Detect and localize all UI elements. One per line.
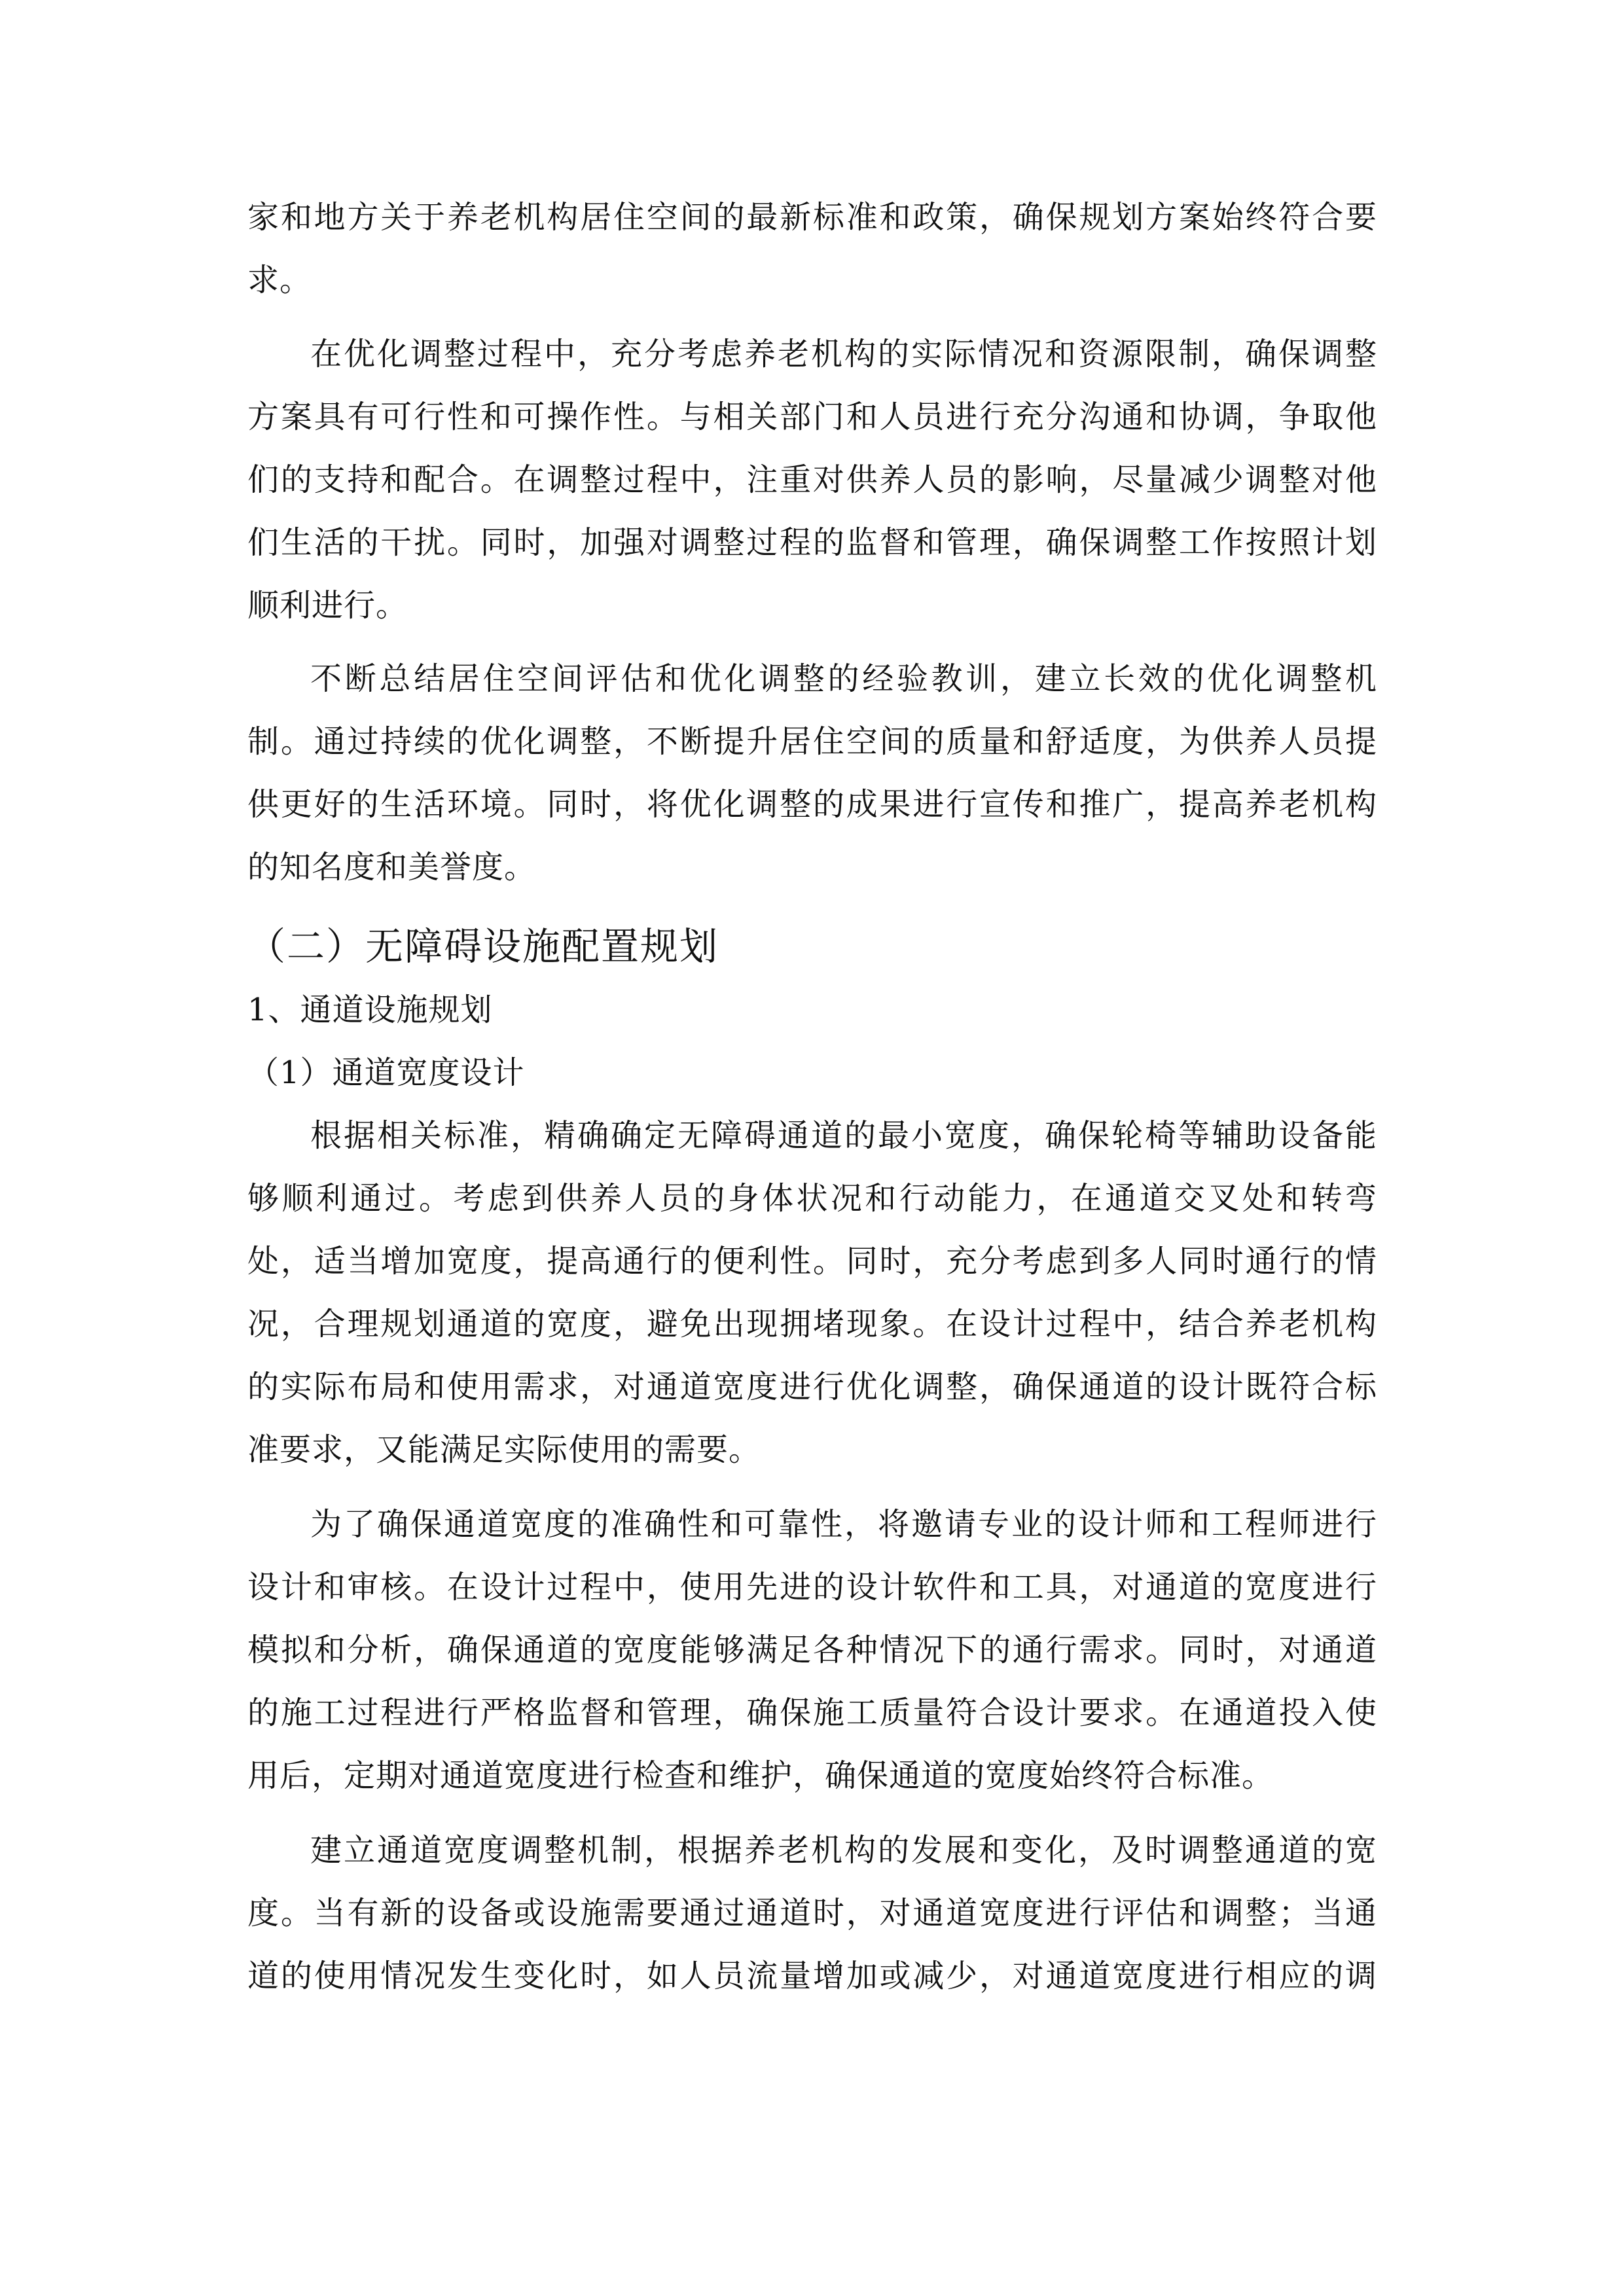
- paragraph-line: 方案具有可行性和可操作性。与相关部门和人员进行充分沟通和协调，争取他: [247, 399, 1377, 435]
- paragraph-line: 建立通道宽度调整机制，根据养老机构的发展和变化，及时调整通道的宽: [310, 1832, 1377, 1869]
- paragraph-line: 况，合理规划通道的宽度，避免出现拥堵现象。在设计过程中，结合养老机构: [247, 1306, 1377, 1342]
- paragraph-line: 道的使用情况发生变化时，如人员流量增加或减少，对通道宽度进行相应的调: [247, 1958, 1377, 1994]
- paragraph-line: 处，适当增加宽度，提高通行的便利性。同时，充分考虑到多人同时通行的情: [247, 1243, 1377, 1280]
- paragraph-line: 够顺利通过。考虑到供养人员的身体状况和行动能力，在通道交叉处和转弯: [247, 1180, 1377, 1217]
- section-heading: （二）无障碍设施配置规划: [247, 924, 719, 969]
- paragraph-line: 顺利进行。: [247, 587, 408, 624]
- paragraph-line: 制。通过持续的优化调整，不断提升居住空间的质量和舒适度，为供养人员提: [247, 723, 1377, 760]
- subsection-heading: 1、通道设施规划: [247, 992, 493, 1028]
- paragraph-line: 的施工过程进行严格监督和管理，确保施工质量符合设计要求。在通道投入使: [247, 1695, 1377, 1731]
- paragraph-line: 准要求，又能满足实际使用的需要。: [247, 1431, 761, 1468]
- paragraph-line: 家和地方关于养老机构居住空间的最新标准和政策，确保规划方案始终符合要: [247, 199, 1377, 236]
- paragraph-line: 用后，定期对通道宽度进行检查和维护，确保通道的宽度始终符合标准。: [247, 1757, 1274, 1794]
- paragraph-line: 根据相关标准，精确确定无障碍通道的最小宽度，确保轮椅等辅助设备能: [310, 1117, 1377, 1154]
- paragraph-line: 度。当有新的设备或设施需要通过通道时，对通道宽度进行评估和调整；当通: [247, 1895, 1377, 1931]
- paragraph-line: 求。: [247, 262, 312, 298]
- paragraph-line: 在优化调整过程中，充分考虑养老机构的实际情况和资源限制，确保调整: [310, 336, 1377, 372]
- paragraph-line: 不断总结居住空间评估和优化调整的经验教训，建立长效的优化调整机: [310, 660, 1377, 697]
- paragraph-line: 们生活的干扰。同时，加强对调整过程的监督和管理，确保调整工作按照计划: [247, 524, 1377, 561]
- paragraph-line: 们的支持和配合。在调整过程中，注重对供养人员的影响，尽量减少调整对他: [247, 461, 1377, 498]
- paragraph-line: 为了确保通道宽度的准确性和可靠性，将邀请专业的设计师和工程师进行: [310, 1506, 1377, 1543]
- paragraph-line: 模拟和分析，确保通道的宽度能够满足各种情况下的通行需求。同时，对通道: [247, 1632, 1377, 1668]
- subsubsection-heading: （1）通道宽度设计: [247, 1054, 525, 1091]
- paragraph-line: 的实际布局和使用需求，对通道宽度进行优化调整，确保通道的设计既符合标: [247, 1369, 1377, 1405]
- paragraph-line: 供更好的生活环境。同时，将优化调整的成果进行宣传和推广，提高养老机构: [247, 786, 1377, 823]
- paragraph-line: 设计和审核。在设计过程中，使用先进的设计软件和工具，对通道的宽度进行: [247, 1569, 1377, 1605]
- paragraph-line: 的知名度和美誉度。: [247, 849, 537, 886]
